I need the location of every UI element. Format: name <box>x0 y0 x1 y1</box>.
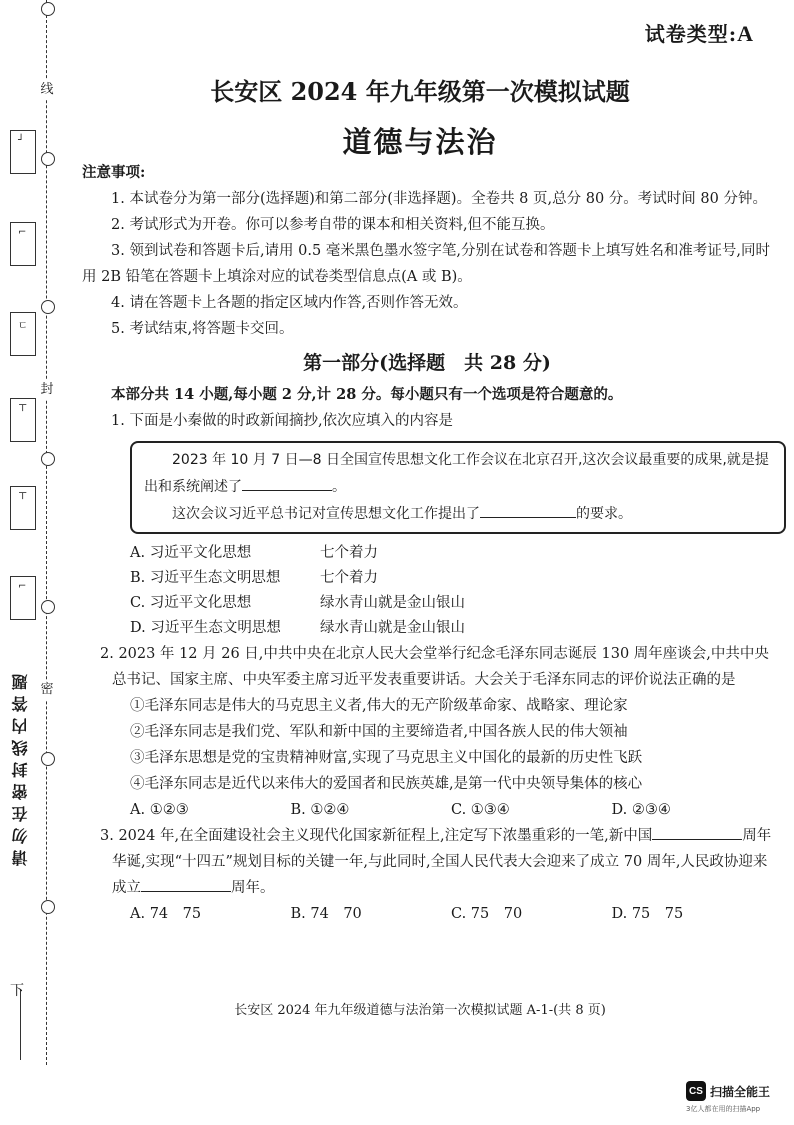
option-d[interactable] <box>130 616 772 641</box>
exam-content <box>82 160 772 927</box>
seal-hole <box>41 152 55 166</box>
question-2-options <box>130 797 772 823</box>
part1-intro: 本部分共 14 小题,每小题 2 分,计 28 分。每小题只有一个选项是符合题意的。 <box>111 386 623 403</box>
news-excerpt-box <box>130 441 786 534</box>
question-3-options <box>130 901 772 927</box>
answer-blank <box>480 503 576 518</box>
notes-item: 1. 本试卷分为第一部分(选择题)和第二部分(非选择题)。全卷共 8 页,总分 80 分。考试时间 80 分钟。 <box>111 191 767 207</box>
answer-blank <box>242 476 332 491</box>
subject-title: 道德与法治 <box>342 125 498 159</box>
notes-item: 4. 请在答题卡上各题的指定区域内作答,否则作答无效。 <box>111 295 468 311</box>
scanner-watermark <box>686 1081 770 1101</box>
seal-mark-line: 线 <box>37 80 57 100</box>
option-c[interactable]: C. 75 70 <box>451 906 523 922</box>
seal-hole <box>41 752 55 766</box>
candidate-info-box: ⊤ <box>10 398 36 442</box>
candidate-info-box: ㄷ <box>10 312 36 356</box>
question-3-stem <box>82 823 772 901</box>
news-line-2 <box>144 501 772 528</box>
question-3-stem-mid: 周年华诞,实现“十四五”规划目标的关键一年,与此同时,全国人民代表大会迎来了成立 70 周年,人民政协迎来成立 <box>112 828 772 896</box>
seal-hole <box>41 452 55 466</box>
question-3-stem-end: 周年。 <box>231 880 275 896</box>
margin-bottom-char: 下 <box>10 983 24 999</box>
answer-blank <box>652 825 742 840</box>
statement-3: ③毛泽东思想是党的宝贵精神财富,实现了马克思主义中国化的最新的历史性飞跃 <box>130 750 643 766</box>
scanner-app-icon: CS <box>686 1081 706 1101</box>
option-a[interactable]: A. ①②③ <box>130 802 189 818</box>
option-a[interactable] <box>130 541 772 566</box>
option-label: A. 习近平文化思想 <box>130 545 252 561</box>
seal-hole <box>41 600 55 614</box>
option-c[interactable]: C. ①③④ <box>451 802 510 818</box>
paper-type <box>645 18 754 47</box>
margin-warning-text <box>6 668 36 874</box>
news-line-2-end: 的要求。 <box>576 506 632 522</box>
option-b[interactable]: B. ①②④ <box>290 802 350 818</box>
option-value: 七个着力 <box>320 570 378 586</box>
option-b[interactable] <box>130 566 772 591</box>
notes-item: 5. 考试结束,将答题卡交回。 <box>111 321 294 337</box>
notes-item: 3. 领到试卷和答题卡后,请用 0.5 毫米黑色墨水签字笔,分别在试卷和答题卡上填写姓名和准考证号,同时用 2B 铅笔在答题卡上填涂对应的试卷类型信息点(A 或 B)。 <box>82 243 771 285</box>
scanner-app-name: 扫描全能王 <box>710 1084 771 1099</box>
candidate-info-box: ⊤ <box>10 486 36 530</box>
option-a[interactable]: A. 74 75 <box>130 906 202 922</box>
question-2-stem: 2. 2023 年 12 月 26 日,中共中央在北京人民大会堂举行纪念毛泽东同志诞辰 130 周年座谈会,中共中央总书记、国家主席、中央军委主席习近平发表重要讲话。大会关于毛泽东同志的评价说法正确的是 <box>100 646 769 688</box>
candidate-info-box: ┘ <box>10 130 36 174</box>
question-2-statements <box>130 693 772 797</box>
seal-mark-seal: 封 <box>37 380 57 400</box>
notes-item: 2. 考试形式为开卷。你可以参考自带的课本和相关资料,但不能互换。 <box>111 217 555 233</box>
binding-margin <box>0 0 80 1070</box>
seal-hole <box>41 2 55 16</box>
option-value: 七个着力 <box>320 545 378 561</box>
seal-hole <box>41 300 55 314</box>
option-c[interactable] <box>130 591 772 616</box>
answer-blank <box>141 877 231 892</box>
option-label: B. 习近平生态文明思想 <box>130 570 281 586</box>
option-value: 绿水青山就是金山银山 <box>320 620 465 636</box>
paper-type-label: 试卷类型: <box>644 22 738 46</box>
exam-title: 长安区 2024 年九年级第一次模拟试题 <box>210 77 630 106</box>
question-1-options <box>130 541 772 641</box>
news-line-1 <box>144 447 772 501</box>
candidate-info-box: ⌐ <box>10 576 36 620</box>
option-label: C. 习近平文化思想 <box>130 595 252 611</box>
news-line-2-text: 这次会议习近平总书记对宣传思想文化工作提出了 <box>172 506 480 522</box>
paper-type-value: A <box>737 21 754 46</box>
margin-bottom-line <box>20 990 21 1060</box>
seal-mark-secret: 密 <box>37 680 57 700</box>
question-3-stem-start: 3. 2024 年,在全面建设社会主义现代化国家新征程上,注定写下浓墨重彩的一笔,新中国 <box>100 828 653 844</box>
option-label: D. 习近平生态文明思想 <box>130 620 281 636</box>
option-d[interactable]: D. 75 75 <box>611 906 684 922</box>
statement-2: ②毛泽东同志是我们党、军队和新中国的主要缔造者,中国各族人民的伟大领袖 <box>130 724 628 740</box>
news-line-1-text: 2023 年 10 月 7 日—8 日全国宣传思想文化工作会议在北京召开,这次会议最重要的成果,就是提出和系统阐述了 <box>144 452 769 495</box>
page-footer: 长安区 2024 年九年级道德与法治第一次模拟试题 A-1-(共 8 页) <box>234 1003 606 1018</box>
part1-heading: 第一部分(选择题 共 28 分) <box>303 352 551 374</box>
option-value: 绿水青山就是金山银山 <box>320 595 465 611</box>
margin-warning-label: 请勿在密封线内答题 <box>11 668 30 866</box>
scanner-tagline: 3亿人都在用的扫描App <box>686 1105 761 1113</box>
seal-hole <box>41 900 55 914</box>
statement-1: ①毛泽东同志是伟大的马克思主义者,伟大的无产阶级革命家、战略家、理论家 <box>130 698 628 714</box>
statement-4: ④毛泽东同志是近代以来伟大的爱国者和民族英雄,是第一代中央领导集体的核心 <box>130 776 643 792</box>
candidate-info-box: ⌐ <box>10 222 36 266</box>
option-d[interactable]: D. ②③④ <box>611 802 671 818</box>
news-line-1-end: 。 <box>332 479 346 495</box>
question-1-stem: 1. 下面是小秦做的时政新闻摘抄,依次应填入的内容是 <box>111 413 454 429</box>
notes-heading: 注意事项: <box>82 164 146 181</box>
option-b[interactable]: B. 74 70 <box>290 906 362 922</box>
